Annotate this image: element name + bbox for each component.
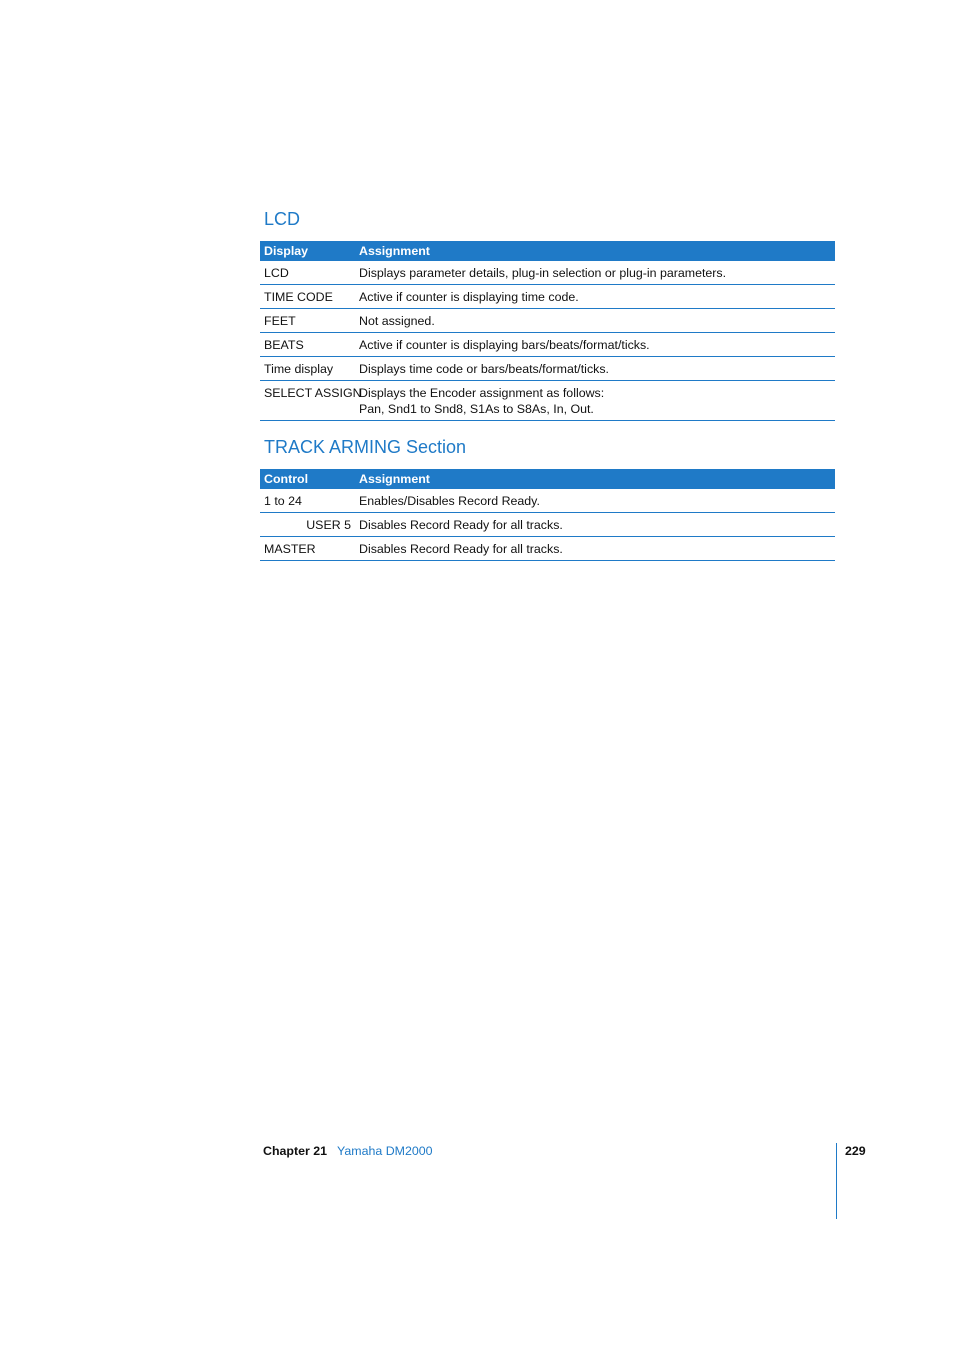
footer-chapter-title: Yamaha DM2000: [337, 1144, 433, 1158]
display-cell: SELECT ASSIGN: [260, 381, 355, 421]
table-row: [260, 285, 835, 309]
assignment-cell: Disables Record Ready for all tracks.: [355, 513, 835, 537]
display-cell: BEATS: [260, 333, 355, 357]
table-row: [260, 513, 835, 537]
table-header-row: [260, 469, 835, 489]
assignment-cell: Displays time code or bars/beats/format/ticks.: [355, 357, 835, 381]
table-row: [260, 381, 835, 421]
page-footer: [263, 1143, 433, 1159]
assignment-cell: Not assigned.: [355, 309, 835, 333]
track-arming-section-title: TRACK ARMING Section: [264, 437, 467, 457]
footer-divider: [836, 1143, 837, 1219]
track-arming-table: [260, 469, 835, 561]
lcd-section-title: LCD: [264, 209, 301, 229]
control-cell: MASTER: [260, 537, 355, 561]
assignment-cell: Enables/Disables Record Ready.: [355, 489, 835, 513]
column-header-display: Display: [260, 241, 355, 261]
assignment-line-1: Displays the Encoder assignment as follows:: [359, 386, 605, 400]
column-header-assignment: Assignment: [355, 241, 835, 261]
lcd-table: [260, 241, 835, 421]
assignment-cell: Disables Record Ready for all tracks.: [355, 537, 835, 561]
table-row: [260, 537, 835, 561]
column-header-control: Control: [260, 469, 355, 489]
display-cell: FEET: [260, 309, 355, 333]
display-cell: Time display: [260, 357, 355, 381]
page-number: 229: [845, 1144, 866, 1158]
table-row: [260, 357, 835, 381]
table-header-row: [260, 241, 835, 261]
table-row: [260, 261, 835, 285]
control-cell: USER 5: [260, 513, 355, 537]
table-row: [260, 309, 835, 333]
assignment-cell: Displays parameter details, plug-in selection or plug-in parameters.: [355, 261, 835, 285]
control-cell: 1 to 24: [260, 489, 355, 513]
column-header-assignment: Assignment: [355, 469, 835, 489]
table-row: [260, 489, 835, 513]
assignment-line-2: Pan, Snd1 to Snd8, S1As to S8As, In, Out.: [359, 402, 594, 416]
table-row: [260, 333, 835, 357]
assignment-cell: Active if counter is displaying time code.: [355, 285, 835, 309]
assignment-cell: Active if counter is displaying bars/beats/format/ticks.: [355, 333, 835, 357]
display-cell: LCD: [260, 261, 355, 285]
display-cell: TIME CODE: [260, 285, 355, 309]
footer-chapter: Chapter 21: [263, 1144, 328, 1158]
assignment-cell: [355, 381, 835, 421]
